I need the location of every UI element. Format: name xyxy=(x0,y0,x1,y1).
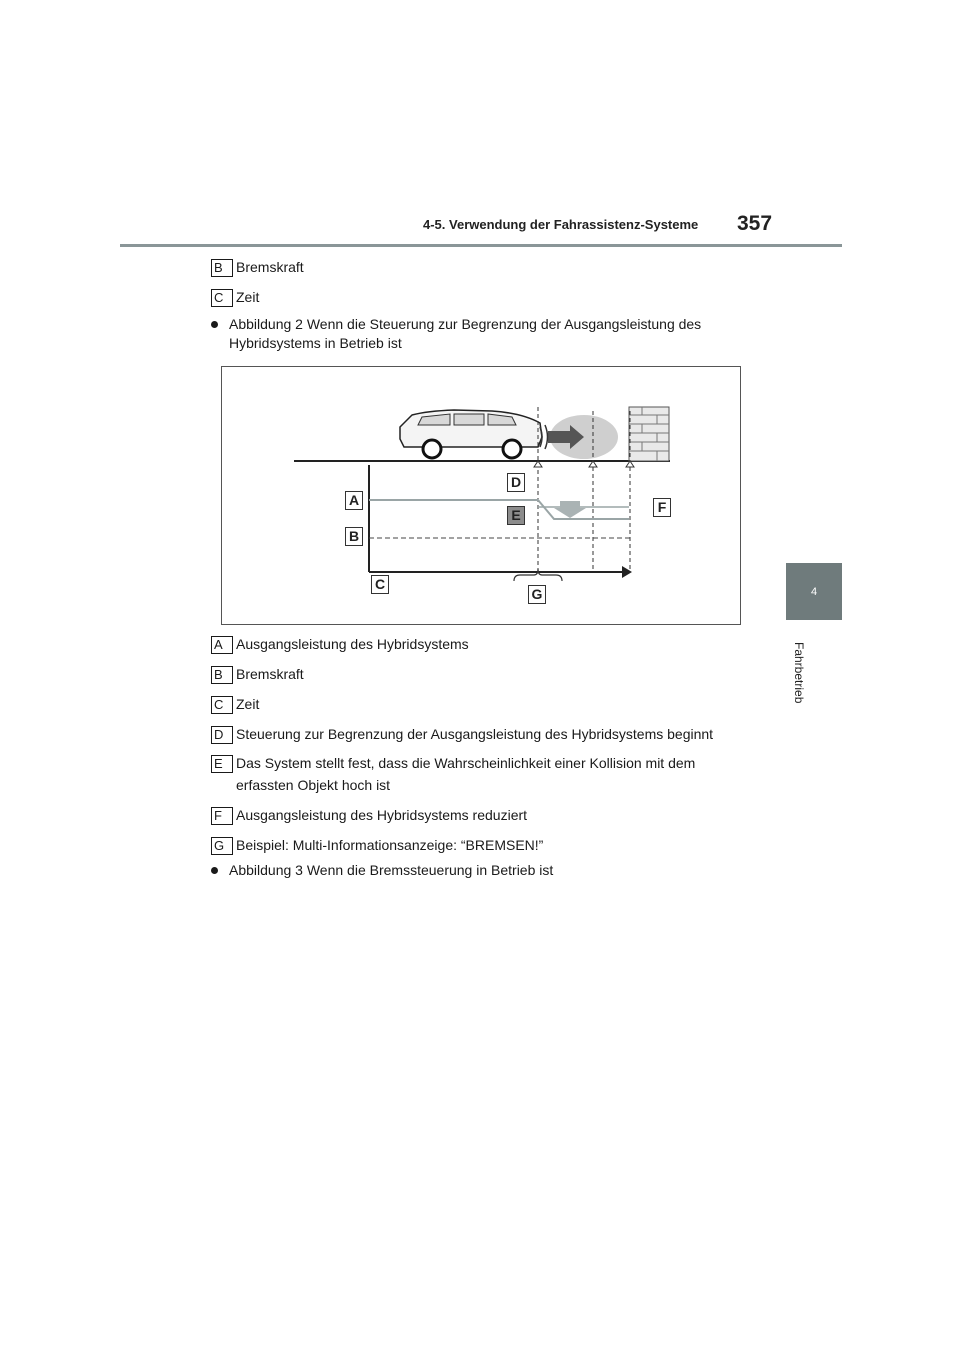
list-item-text: Zeit xyxy=(236,289,260,305)
legend-text: Das System stellt fest, dass die Wahrscheinlichkeit einer Kollision mit dem erfassten Objekt hoch ist xyxy=(236,755,696,793)
chapter-label: Fahrbetrieb xyxy=(792,642,806,704)
letter-badge: D xyxy=(211,726,233,744)
figure-label-g: G xyxy=(528,585,546,604)
output-line xyxy=(369,500,629,519)
list-item xyxy=(211,289,259,308)
legend-text: Bremskraft xyxy=(236,666,304,682)
figure-label-f: F xyxy=(653,498,671,517)
figure-label-a: A xyxy=(345,491,363,510)
legend-item xyxy=(211,696,259,715)
diagram-graphic xyxy=(222,367,742,626)
brick-wall xyxy=(629,407,669,461)
legend-text: Beispiel: Multi-Informationsanzeige: “BREMSEN!” xyxy=(236,837,544,853)
legend-item xyxy=(211,636,469,655)
letter-badge: B xyxy=(211,259,233,277)
figure-label-b: B xyxy=(345,527,363,546)
letter-badge: E xyxy=(211,755,233,773)
bullet-text: Abbildung 3 Wenn die Bremssteuerung in Betrieb ist xyxy=(229,862,554,878)
bullet-dot xyxy=(211,867,218,874)
legend-item xyxy=(211,755,726,796)
page-number: 357 xyxy=(737,212,773,235)
legend-item xyxy=(211,726,713,745)
chapter-number: 4 xyxy=(810,585,818,598)
legend-text: Ausgangsleistung des Hybridsystems xyxy=(236,636,469,652)
legend-item xyxy=(211,807,527,826)
figure-label-e: E xyxy=(507,506,525,525)
header-divider xyxy=(120,244,842,247)
legend-text: Ausgangsleistung des Hybridsystems reduziert xyxy=(236,807,528,823)
section-title: 4-5. Verwendung der Fahrassistenz-Systeme xyxy=(423,217,699,232)
letter-badge: C xyxy=(211,289,233,307)
chapter-tab[interactable] xyxy=(786,563,842,620)
legend-item xyxy=(211,837,543,856)
figure-label-c: C xyxy=(371,575,389,594)
bullet-text: Abbildung 2 Wenn die Steuerung zur Begrenzung der Ausgangsleistung des Hybridsystems in Betrieb ist xyxy=(229,316,702,351)
list-item-text: Bremskraft xyxy=(236,259,304,275)
legend-text: Steuerung zur Begrenzung der Ausgangsleistung des Hybridsystems beginnt xyxy=(236,726,714,742)
figure-output-limit-diagram xyxy=(221,366,741,625)
car-illustration xyxy=(400,410,542,458)
reduction-arrow xyxy=(554,501,586,518)
letter-badge: B xyxy=(211,666,233,684)
figure-label-d: D xyxy=(507,473,525,492)
list-item xyxy=(211,259,304,278)
bullet-dot xyxy=(211,321,218,328)
letter-badge: G xyxy=(211,837,233,855)
letter-badge: A xyxy=(211,636,233,654)
letter-badge: C xyxy=(211,696,233,714)
bullet-paragraph xyxy=(211,861,729,880)
bullet-paragraph xyxy=(211,315,729,353)
legend-item xyxy=(211,666,304,685)
letter-badge: F xyxy=(211,807,233,825)
legend-text: Zeit xyxy=(236,696,260,712)
